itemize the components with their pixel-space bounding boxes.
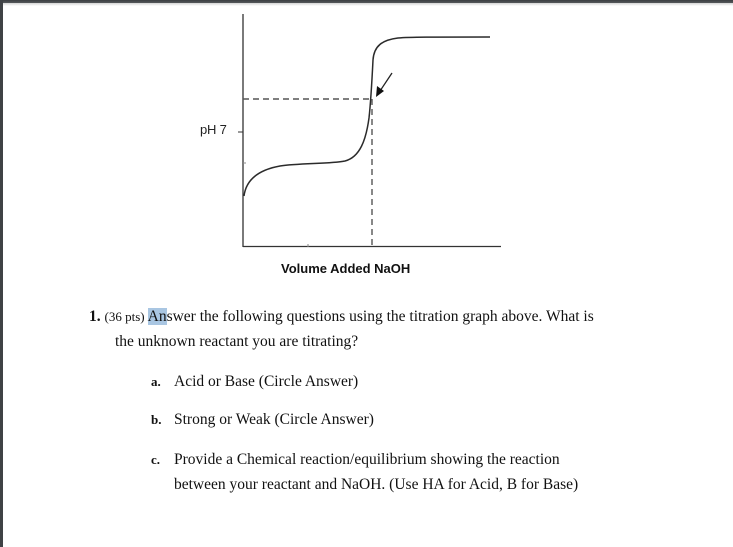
question-text-line2: the unknown reactant you are titrating? — [115, 333, 359, 350]
question-number: 1. — [89, 308, 101, 325]
question-1 — [89, 304, 649, 354]
sub-question-text-continuation: between your reactant and NaOH. (Use HA for Acid, B for Base) — [174, 476, 579, 493]
sub-question-b — [151, 407, 374, 432]
titration-curve — [244, 37, 490, 196]
ph7-tick-label: pH 7 — [200, 122, 227, 137]
sub-question-letter: a. — [151, 374, 161, 389]
question-points: (36 pts) — [104, 309, 145, 324]
sub-question-letter: c. — [151, 452, 161, 467]
sub-question-text: Strong or Weak (Circle Answer) — [174, 411, 374, 428]
sub-question-c — [151, 447, 578, 497]
sub-question-letter: b. — [151, 412, 162, 427]
x-axis-label: Volume Added NaOH — [281, 261, 411, 276]
sub-question-a — [151, 369, 358, 394]
sub-question-text: Acid or Base (Circle Answer) — [174, 373, 359, 390]
selected-text-highlight[interactable]: An — [147, 308, 167, 325]
question-text: swer the following questions using the titration graph above. What is — [166, 308, 594, 325]
arrow-shaft — [380, 73, 392, 91]
sub-question-text: Provide a Chemical reaction/equilibrium showing the reaction — [174, 451, 560, 468]
